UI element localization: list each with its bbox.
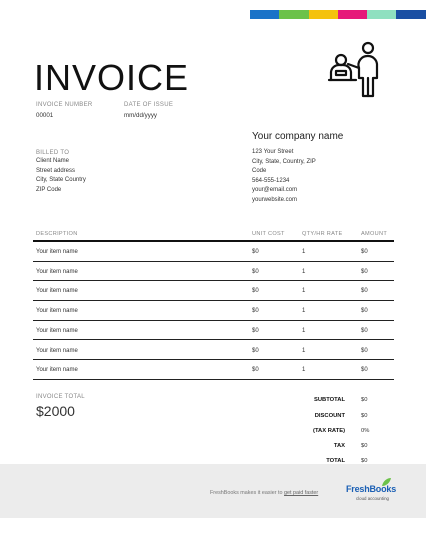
- table-row: [33, 242, 394, 262]
- item-qty: 1: [302, 327, 306, 334]
- item-qty: 1: [302, 308, 306, 315]
- freshbooks-logo: FreshBooks: [346, 484, 397, 494]
- color-swatch: [338, 10, 367, 19]
- item-amount: $0: [361, 327, 368, 334]
- item-description: Your item name: [36, 268, 78, 275]
- item-amount: $0: [361, 367, 368, 374]
- freshbooks-tagline: cloud accounting: [356, 496, 389, 501]
- item-amount: $0: [361, 308, 368, 315]
- item-unit-cost: $0: [252, 249, 259, 255]
- service-workers-icon: [326, 40, 390, 98]
- item-unit-cost: $0: [252, 367, 259, 374]
- table-row: [33, 341, 394, 361]
- item-qty: 1: [302, 288, 306, 295]
- table-row: [33, 360, 394, 380]
- item-unit-cost: $0: [252, 288, 259, 295]
- item-unit-cost: $0: [252, 347, 259, 354]
- summary-value: $0: [361, 443, 368, 449]
- invoice-number: 00001: [36, 112, 54, 119]
- item-description: Your item name: [36, 367, 78, 374]
- item-description: Your item name: [36, 308, 78, 315]
- company-code: Code: [252, 168, 267, 175]
- date-of-issue: mm/dd/yyyy: [124, 112, 158, 119]
- page-title: INVOICE: [34, 57, 190, 98]
- item-qty: 1: [302, 249, 306, 255]
- company-street: 123 Your Street: [252, 149, 294, 155]
- item-amount: $0: [361, 249, 368, 255]
- footer-promo: [210, 490, 318, 496]
- invoice-total-label: INVOICE TOTAL: [36, 394, 85, 400]
- item-description: Your item name: [36, 288, 78, 295]
- column-header-description: DESCRIPTION: [36, 231, 78, 237]
- brand-color-strip: [250, 10, 426, 19]
- item-qty: 1: [302, 268, 306, 275]
- client-city-line: City, State Country: [36, 177, 86, 184]
- column-header-unit-cost: UNIT COST: [252, 231, 285, 237]
- summary-label: DISCOUNT: [314, 413, 345, 419]
- company-city-line: City, State, Country, ZIP: [252, 158, 316, 165]
- summary-label: (TAX RATE): [313, 428, 345, 434]
- item-unit-cost: $0: [252, 268, 259, 275]
- summary-value: $0: [361, 413, 368, 419]
- column-header-qty-rate: QTY/HR RATE: [302, 231, 343, 237]
- item-qty: 1: [302, 347, 306, 354]
- billed-to-address: [36, 157, 86, 195]
- item-description: Your item name: [36, 347, 78, 354]
- column-header-amount: AMOUNT: [361, 231, 388, 237]
- color-swatch: [250, 10, 279, 19]
- summary-label: SUBTOTAL: [313, 397, 345, 403]
- summary-label: TOTAL: [326, 458, 345, 464]
- table-row: [33, 321, 394, 341]
- client-zip: ZIP Code: [36, 186, 62, 193]
- company-website: yourwebsite.com: [252, 196, 298, 203]
- color-swatch: [396, 10, 425, 19]
- item-amount: $0: [361, 288, 368, 295]
- item-amount: $0: [361, 268, 368, 275]
- table-row: [33, 262, 394, 282]
- company-phone: 564-555-1234: [252, 177, 290, 184]
- summary-value: 0%: [361, 428, 370, 434]
- color-swatch: [367, 10, 396, 19]
- item-description: Your item name: [36, 249, 78, 255]
- client-street: Street address: [36, 167, 76, 174]
- table-row: [33, 301, 394, 321]
- item-unit-cost: $0: [252, 308, 259, 315]
- color-swatch: [279, 10, 308, 19]
- billed-to-label: BILLED TO: [36, 150, 70, 156]
- item-unit-cost: $0: [252, 327, 259, 334]
- get-paid-faster-link[interactable]: get paid faster: [284, 490, 319, 496]
- client-name: Client Name: [36, 158, 70, 164]
- invoice-number-label: INVOICE NUMBER: [36, 102, 93, 108]
- company-name: Your company name: [252, 131, 344, 142]
- invoice-total-amount: $2000: [36, 403, 75, 419]
- date-of-issue-label: DATE OF ISSUE: [124, 102, 174, 108]
- summary-value: $0: [361, 397, 368, 403]
- item-description: Your item name: [36, 327, 78, 334]
- footer-promo-text: FreshBooks makes it easier to: [210, 490, 285, 496]
- item-qty: 1: [302, 367, 306, 374]
- summary-label: TAX: [333, 443, 345, 449]
- item-amount: $0: [361, 347, 368, 354]
- company-address: [252, 148, 316, 206]
- company-email: your@email.com: [252, 187, 298, 194]
- color-swatch: [309, 10, 338, 19]
- summary-value: $0: [361, 458, 368, 464]
- table-row: [33, 281, 394, 301]
